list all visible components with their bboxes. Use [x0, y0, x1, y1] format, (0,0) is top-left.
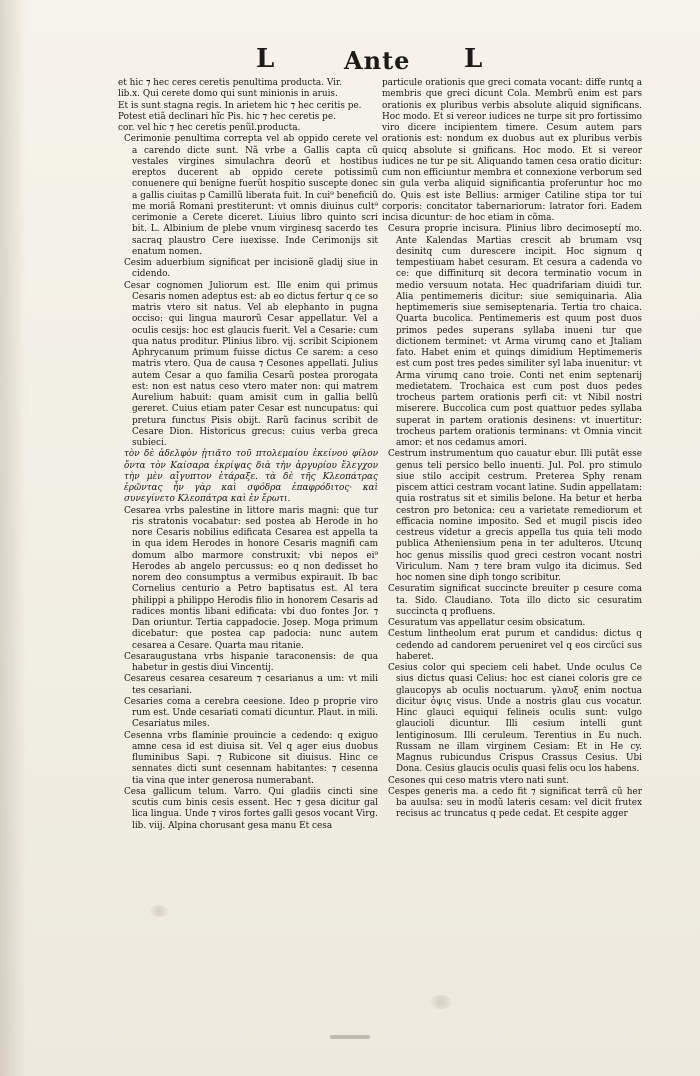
header-letter-right: L: [464, 44, 483, 74]
entry-cerimonie: Cerimonie penultima correpta vel ab oppido cerete vel a carendo dicte sunt. Nã vrbe a Gallis capta cũ vestales virgines simulachra deorũ et hostibus ereptos ducerent ab oppido cerete potissimũ conuenere qui benigne fuerũt hospitio suscepte donec a gallis ciuitas p Camillũ liberata fuit. In cui⁹ beneficiũ me moriã Romani prestiterunt: vt omnis diuinus cult⁹ cerimonie a Cerete diceret. Liuius libro quinto scri bit. L. Albinium de plebe vnum virginesq sacerdo tes sacraq plaustro Cere iuexisse. Inde Cerimonijs sit enatum nomen.: [124, 134, 378, 257]
page-footer-mark: [330, 1035, 370, 1039]
text-block: lib.x. Qui cerete domo qui sunt minionis in aruis.: [118, 89, 338, 100]
text-block: Potest etiã declinari hĩc Pis. hic ⁊ hec ceretis pe.: [118, 111, 336, 122]
entry-cesuratim: Cesuratim significat succincte breuiter p cesure coma ta. Sido. Claudiano. Tota illo dicto sic cesuratim succincta q profluens.: [388, 584, 642, 617]
text-block: cor. vel hic ⁊ hec ceretis penũl.producta.: [118, 123, 301, 133]
left-column: [118, 78, 378, 832]
entry-cesaries: Cesaries coma a cerebra ceesione. Ideo p proprie viro rum est. Unde cesariati comati dicuntur. Plaut. in mili. Cesariatus miles.: [124, 696, 378, 730]
entry-cesa: Cesa gallicum telum. Varro. Qui gladiis cincti sine scutis cum binis cesis essent. Hec ⁊ gesa dicitur gal lica lingua. Unde ⁊ viros fortes galli gesos vocant Virg. lib. viij. Alpina chorusant gesa manu Et cesa: [124, 786, 378, 831]
entry-cesim: Cesim aduerbium significat per incisionẽ gladij siue in cidendo.: [124, 258, 378, 280]
entry-cesenna: Cesenna vrbs flaminie prouincie a cedendo: q exiguo amne cesa id est diuisa sit. Vel q ager eius duobus fluminibus Sapi. ⁊ Rubicone sit diuisus. Hinc ce sennates dicti sunt cesennam habitantes: ⁊ cesenna tia vina que inter generosa numerabant.: [124, 730, 378, 786]
entry-cesura: Cesura proprie incisura. Plinius libro decimoseptí mo. Ante Kalendas Martias crescit ab brumam vsq desinitq cum durescere incipit. Hoc signum q tempestiuam habet cesuram. Et cesura a cadenda vo ce: que diffiniturq sit decora terminatio vocum in medio versuum notata. Hec quadrifariam diuidi tur. Alia pentimemeris dicitur: siue semiquinaria. Alia heptimemeris siue semiseptenaria. Tertia tro chaica. Quarta bucolica. Pentimemeris est quum post duos primos pedes superans syllaba inueni tur que dictionem terminet: vt Arma virumq cano et Jtaliam fato. Habet enim et quinqs dimidium Heptimemeris est cum post tres pedes similiter syl laba inuenitur: vt Arma virumq cano troie. Conti net enim septenarij medietatem. Trochaica est cum post duos pedes trocheus partem orationis perfi cit: vt Nibil nostri miserere. Buccolica cum post quattuor pedes syllaba superat in partem orationis desinens: vt inuertitur: trocheus partem orationis terminans: vt Omnia vincit amor: et nos cedamus amori.: [388, 224, 642, 448]
header-letter-left: L: [256, 44, 275, 74]
text-block: et hic ⁊ hec ceres ceretis penultima producta. Vir.: [118, 78, 343, 88]
entry-cestum: Cestum lintheolum erat purum et candidus: dictus q cedendo ad candorem perueniret vel q eos circũci sus haberet.: [388, 629, 642, 662]
entry-cesaraugustana: Cesaraugustana vrbs hispanie taraconensis: de qua habetur in gestis diui Vincentij.: [124, 651, 378, 673]
text-block: Et is sunt stagna regis. In arietem hic ⁊ hec ceritis pe.: [118, 100, 362, 111]
page-header: [0, 42, 700, 82]
entry-cespes: Cespes generis ma. a cedo fit ⁊ significat terrã cũ her ba auulsa: seu in modũ lateris cesam: vel dicit frutex recisus ac truncatus q pede cedat. Et cespite agger: [388, 786, 642, 820]
text-block: particule orationis que greci comata vocant: diffe runtq a membris que greci dicunt Cola. Membrũ enim est pars orationis ex pluribus verbis absolute aliquid significans. Hoc modo. Et si vereor iudices ne turpe sit pro fortissimo viro dicere incipientem timere. Cesum autem pars orationis est: nondum ex duobus aut ex pluribus verbis quicq absolute si gnificans. Hoc modo. Et si vereor iudices ne tur pe sit. Aliquando tamen cesa oratio dicitur: cum non efficiuntur membra et connexione verborum sed sin gula verba aliquid significantia proferuntur hoc mo do. Quis est iste Bellius: armiger Catiline stipa tor tui corporis: concitator tabernariorum: latrator fori. Eadem incisa dicuntur: de hoc etiam in cõma.: [382, 78, 642, 223]
entry-cestrum: Cestrum instrumentum quo cauatur ebur. Illi putãt esse genus teli persico bello inuenti. Jul. Pol. pro stimulo siue stilo accipit cestrum. Preterea Sphy renam piscem attici cestram vocant latine. Sudin appellatam: quia rostratus sit et similis belone. Ha betur et herba cestron pro betonica: ceu a varietate remediorum et efficacia nomine imposito. Sed et mugil piscis ideo cestreus videtur a grecis appella tus quia teli modo publica Atheniensium pena in ter adulteros. Utcunq hoc genus missilis quod greci cestron vocant nostri Viriculum. Nam ⁊ tere bram vulgo ita dicimus. Sed hoc nomen sine diph tongo scribitur.: [388, 449, 642, 583]
entry-cesius: Cesius color qui speciem celi habet. Unde oculus Ce sius dictus quasi Celius: hoc est cianei coloris gre ce glaucopys ab oculis noctuarum. γλαυξ enim noctua dicitur ὀψις visus. Unde a nostris glau cus vocatur. Hinc glauci equiqui felineis oculis sunt: vulgo glaucioli dicuntur. Illi cesium intelli gunt lentiginosum. Illi ceruleum. Terentius in Eu nuch. Russam ne illam virginem Cesiam: Et in He cy. Magnus rubicundus Crispus Crassus Cesius. Ubi Dona. Cesius glaucis oculis quasi felis ocu los habens.: [388, 663, 642, 775]
greek-quotation: τὸν δὲ ἀδελφὸν ᾐτιᾶτο τοῦ πτολεμαίου ἐκείνου φίλον ὄντα τὸν Καίσαρα ἐκρίψας διὰ τὴν ἀργυρίου ἔλεγχον τὴν μὲν αἴγυπτον ἐτάραξε. τὰ δὲ τῆς Κλεοπάτρας ἐρῶντας ἦν γὰρ καὶ σφόδρα ἐπαφρόδιτος· καὶ συνεγίνετο Κλεοπάτρα καὶ ἐν ἔρωτι.: [124, 449, 378, 505]
paper-stain: [430, 995, 452, 1009]
page-title: Ante: [344, 46, 411, 75]
paper-stain: [150, 905, 168, 917]
entry-cesarea: Cesarea vrbs palestine in littore maris magni: que tur ris stratonis vocabatur: sed postea ab Herode in ho nore Cesaris nobilius edificata Cesarea est appella ta in qua idem Herodes in honore Cesaris magnifi cam domum albo marmore construxit: vbi nepos ei⁹ Herodes ab angelo percussus: eo q non dedisset ho norem deo consumptus a vermibus expirauit. Ib bac Cornelius centurio a Petro baptisatus est. Al tera philippi a philippo Herodis filio in honorem Cesaris ad radices montis libani edificata: vbi duo fontes Jor. ⁊ Dan oriuntur. Tertia cappadocie. Josep. Moga primum dicebatur: que postea cap padocia: nunc autem cesarea a Cesare. Quarta mau ritanie.: [124, 505, 378, 651]
entry-cesareus: Cesareus cesarea cesareum ⁊ cesarianus a um: vt mili tes cesariani.: [124, 674, 378, 696]
entry-cesar: Cesar cognomen Juliorum est. Ille enim qui primus Cesaris nomen adeptus est: ab eo dictus fertur q ce so matris vtero sit natus. Vel ab elephanto in pugna occiso: qui lingua maurorũ Cesar appellatur. Vel a oculis cesijs: hoc est glaucis fuerit. Vel a Cesarie: cum qua natus proditur. Plinius libro. vij. scribit Scipionem Aphrycanum primum fuisse dictus Ce sarem: a ceso matris vtero. Qua de causa ⁊ Cesones appellati. Julius autem Cesar a quo familia Cesarũ postea prorogata est: non est natus ceso vtero mater non: qui matrem Aurelium habuit: quam amisit cum in gallia bellũ gereret. Cuius etiam pater Cesar est nuncupatus: qui pretura functus Pisis obijt. Rarũ facinus scribit de Cesare Dion. Historicus grecus: cuius verba greca subieci.: [124, 280, 378, 448]
entry-cesuratum: Cesuratum vas appellatur cesim obsicatum.: [388, 618, 586, 628]
entry-cesones: Cesones qui ceso matris vtero nati sunt.: [388, 775, 569, 786]
right-column: [382, 78, 642, 821]
binding-shadow: [0, 0, 26, 1076]
